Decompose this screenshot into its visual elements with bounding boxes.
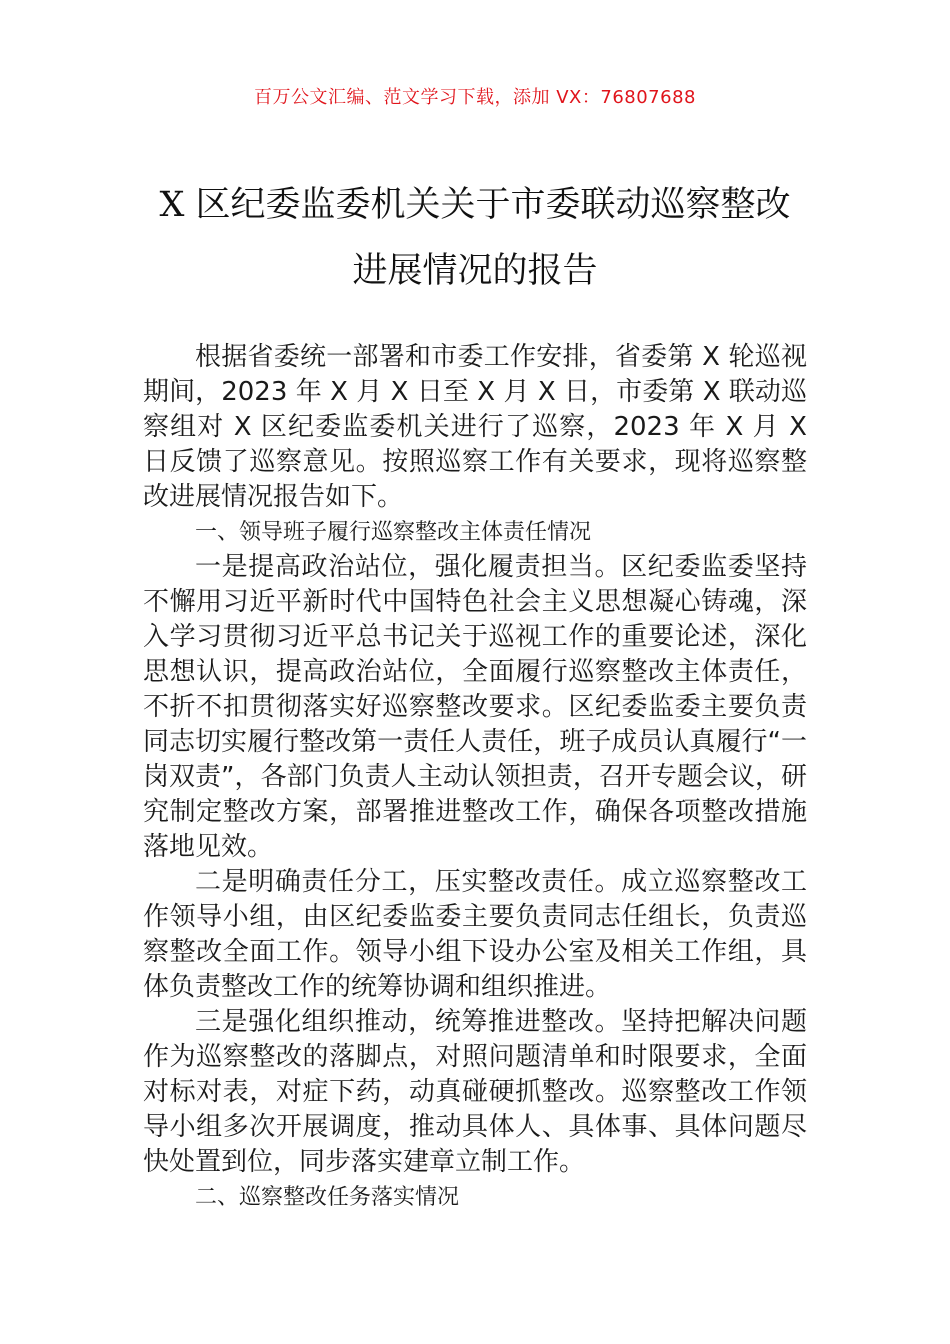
paragraph-intro: 根据省委统一部署和市委工作安排，省委第 X 轮巡视期间，2023 年 X 月 X 日至 X 月 X 日，市委第 X 联动巡察组对 X 区纪委监委机关进行了巡察，2023 年 X 月 X 日反馈了巡察意见。按照巡察工作有关要求，现将巡察整改进展情况报告如下。 — [143, 342, 807, 512]
document-title — [100, 172, 850, 304]
header-watermark-note: 百万公文汇编、范文学习下载，添加 VX：76807688 — [254, 87, 696, 108]
document-title-line-2: 进展情况的报告 — [352, 251, 598, 291]
document-body — [143, 340, 807, 1215]
paragraph-point-1: 一是提高政治站位，强化履责担当。区纪委监委坚持不懈用习近平新时代中国特色社会主义思想凝心铸魂，深入学习贯彻习近平总书记关于巡视工作的重要论述，深化思想认识，提高政治站位，全面履行巡察整改主体责任，不折不扣贯彻落实好巡察整改要求。区纪委监委主要负责同志切实履行整改第一责任人责任，班子成员认真履行“一岗双责”，各部门负责人主动认领担责，召开专题会议，研究制定整改方案，部署推进整改工作，确保各项整改措施落地见效。 — [143, 552, 807, 862]
paragraph-point-3: 三是强化组织推动，统筹推进整改。坚持把解决问题作为巡察整改的落脚点，对照问题清单和时限要求，全面对标对表，对症下药，动真碰硬抓整改。巡察整改工作领导小组多次开展调度，推动具体人、具体事、具体问题尽快处置到位，同步落实建章立制工作。 — [143, 1007, 807, 1177]
section-heading-1: 一、领导班子履行巡察整改主体责任情况 — [195, 520, 592, 545]
document-title-line-1: X 区纪委监委机关关于市委联动巡察整改 — [159, 185, 791, 225]
paragraph-point-2: 二是明确责任分工，压实整改责任。成立巡察整改工作领导小组，由区纪委监委主要负责同志任组长，负责巡察整改全面工作。领导小组下设办公室及相关工作组，具体负责整改工作的统筹协调和组织推进。 — [143, 867, 807, 1002]
section-heading-2: 二、巡察整改任务落实情况 — [195, 1185, 460, 1210]
